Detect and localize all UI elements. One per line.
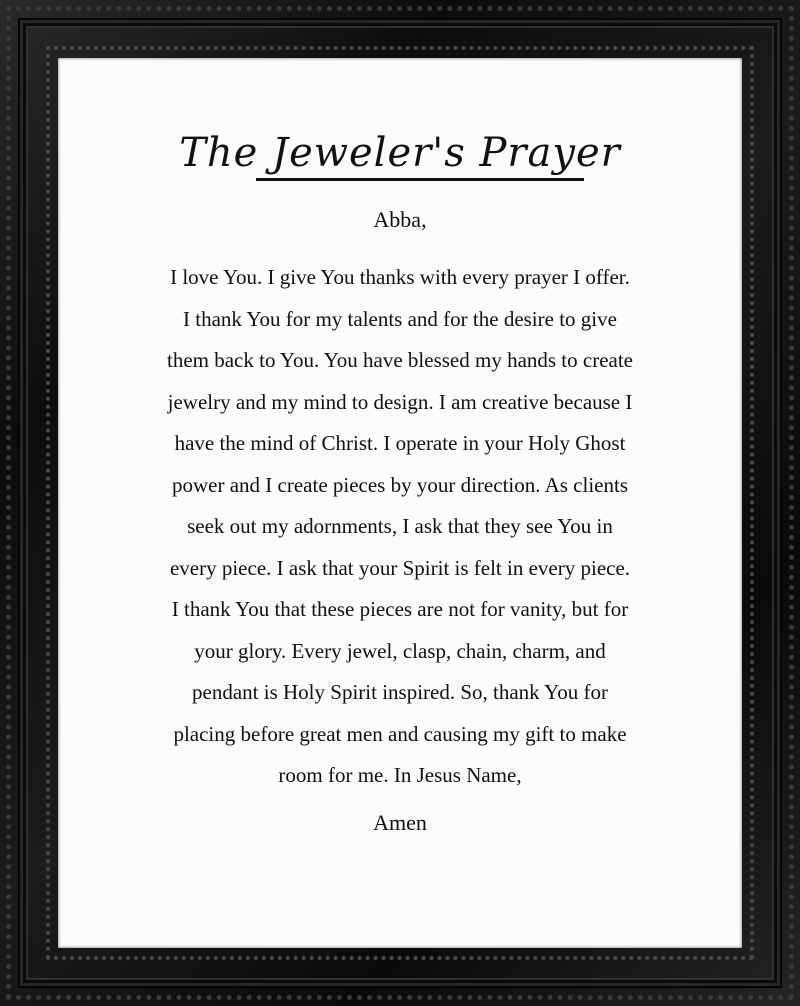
prayer-line: room for me. In Jesus Name, <box>278 763 522 787</box>
prayer-line: seek out my adornments, I ask that they see You in <box>187 514 613 538</box>
prayer-line: I love You. I give You thanks with every prayer I offer. <box>170 265 630 289</box>
prayer-line: every piece. I ask that your Spirit is felt in every piece. <box>169 555 631 580</box>
prayer-line: pendant is Holy Spirit inspired. So, thank You for <box>192 680 608 704</box>
prayer-line: I thank You that these pieces are not for vanity, but for <box>171 597 629 621</box>
prayer-line: have the mind of Christ. I operate in your Holy Ghost <box>174 431 626 455</box>
prayer-line: power and I create pieces by your direction. As clients <box>171 472 628 497</box>
prayer-line: jewelry and my mind to design. I am creative because I <box>167 389 633 414</box>
salutation: Abba, <box>373 207 427 232</box>
prayer-line: placing before great men and causing my gift to make <box>173 721 627 746</box>
prayer-line: them back to You. You have blessed my hands to create <box>166 348 634 372</box>
prayer-line: I thank You for my talents and for the desire to give <box>183 306 617 331</box>
prayer-title: The Jeweler's Prayer <box>179 130 621 176</box>
prayer-body <box>120 257 680 797</box>
title-underline <box>256 178 584 181</box>
closing-amen: Amen <box>373 810 427 835</box>
prayer-line: your glory. Every jewel, clasp, chain, charm, and <box>194 638 606 663</box>
